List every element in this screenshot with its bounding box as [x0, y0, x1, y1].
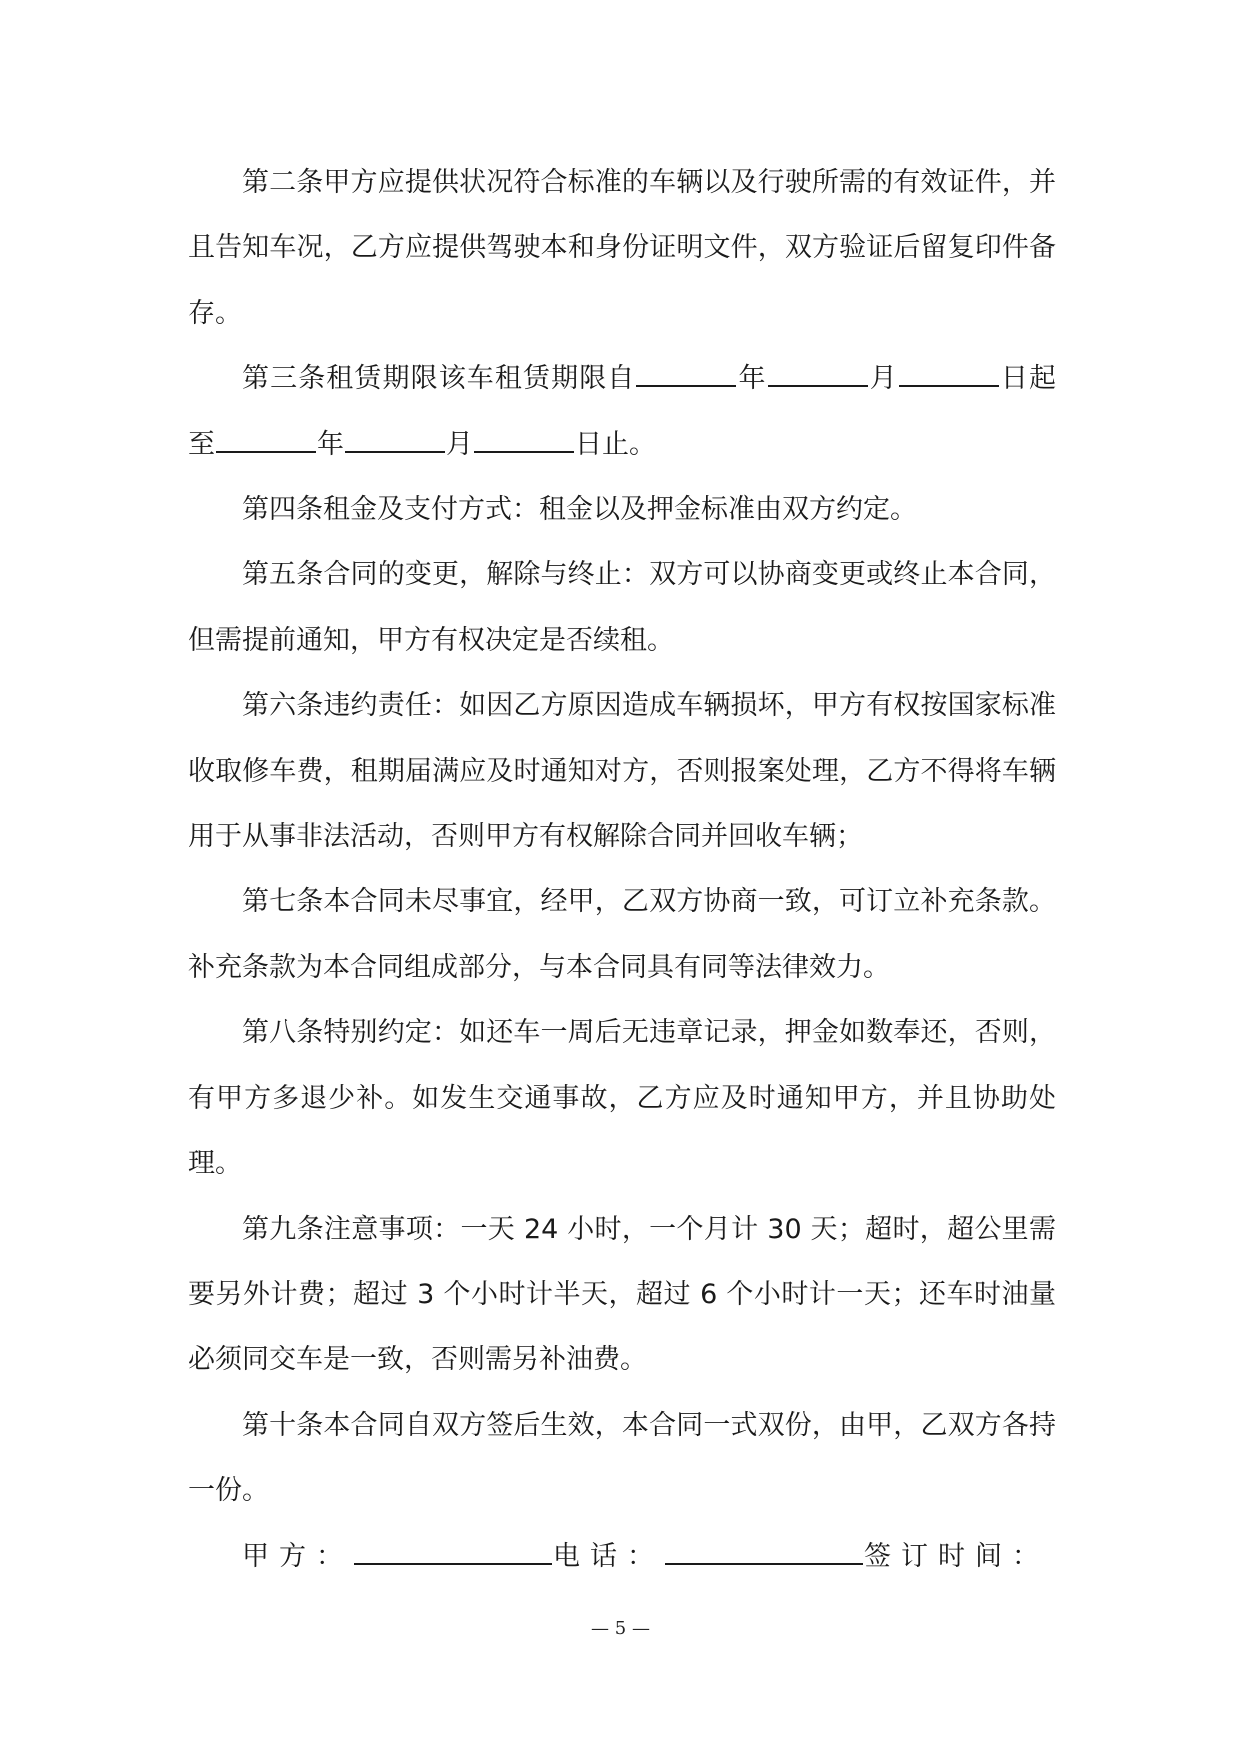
- end-day-blank: [474, 425, 574, 453]
- end-year-blank: [216, 425, 316, 453]
- party-a-blank: [354, 1537, 552, 1565]
- party-a-label: 甲方：: [242, 1540, 353, 1572]
- article-10: 第十条本合同自双方签后生效，本合同一式双份，由甲，乙双方各持一份。: [188, 1409, 1056, 1507]
- day-label: 日: [999, 363, 1030, 395]
- phone-label: 电话：: [553, 1540, 664, 1572]
- article-3: [188, 346, 1056, 477]
- article-7: 第七条本合同未尽事宜，经甲，乙双方协商一致，可订立补充条款。补充条款为本合同组成部分，与本合同具有同等法律效力。: [188, 886, 1056, 983]
- article-9: 第九条注意事项：一天 24 小时，一个月计 30 天；超时，超公里需要另外计费；超过 3 个小时计半天，超过 6 个小时计一天；还车时油量必须同交车是一致，否则需另补油费。: [188, 1213, 1056, 1376]
- page-number: — 5 —: [591, 1618, 650, 1639]
- article-3-prefix: 第三条租赁期限该车租赁期限自: [242, 363, 636, 395]
- month-label: 月: [868, 363, 898, 395]
- article-5: 第五条合同的变更，解除与终止：双方可以协商变更或终止本合同，但需提前通知，甲方有权决定是否续租。: [188, 559, 1056, 656]
- end-year-label: 年: [317, 428, 344, 460]
- contract-body: [188, 150, 1056, 1589]
- signature-line: [188, 1524, 1056, 1589]
- article-8: 第八条特别约定：如还车一周后无违章记录，押金如数奉还，否则，有甲方多退少补。如发生交通事故，乙方应及时通知甲方，并且协助处理。: [188, 1017, 1056, 1180]
- until-label: 起至: [188, 363, 1057, 460]
- start-month-blank: [768, 359, 868, 387]
- article-4: 第四条租金及支付方式：租金以及押金标准由双方约定。: [242, 494, 917, 526]
- end-month-label: 月: [446, 428, 473, 460]
- end-day-label: 日止。: [575, 428, 656, 460]
- start-day-blank: [899, 359, 999, 387]
- phone-blank: [665, 1537, 863, 1565]
- end-month-blank: [345, 425, 445, 453]
- sign-time-label: 签订时间：: [864, 1540, 1049, 1572]
- article-6: 第六条违约责任：如因乙方原因造成车辆损坏，甲方有权按国家标准收取修车费，租期届满应及时通知对方，否则报案处理，乙方不得将车辆用于从事非法活动，否则甲方有权解除合同并回收车辆；: [188, 690, 1056, 853]
- start-year-blank: [636, 359, 736, 387]
- article-2: 第二条甲方应提供状况符合标准的车辆以及行驶所需的有效证件，并且告知车况，乙方应提供驾驶本和身份证明文件，双方验证后留复印件备存。: [188, 167, 1056, 329]
- year-label: 年: [737, 363, 767, 395]
